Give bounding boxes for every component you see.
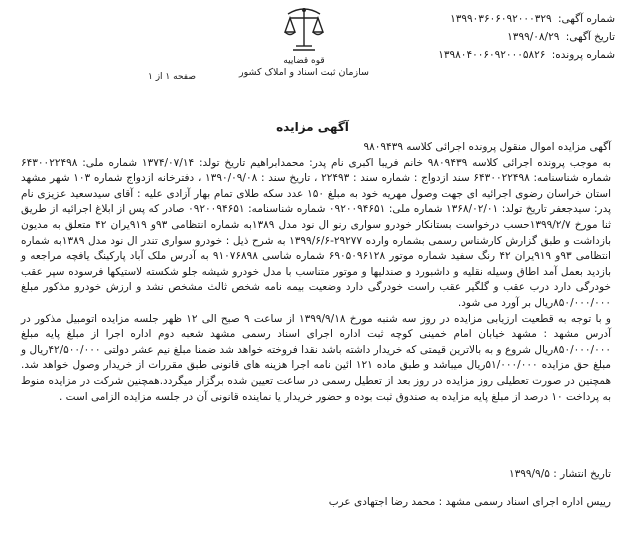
organization-name: سازمان ثبت اسناد و املاک کشور xyxy=(239,67,369,78)
page-title: آگهی مزایده xyxy=(276,120,349,134)
signature-line: رییس اداره اجرای اسناد رسمی مشهد : محمد رضا اجتهادی عرب xyxy=(328,496,611,508)
notice-body xyxy=(21,140,611,405)
body-heading: آگهی مزایده اموال منقول پرونده اجرائی کلاسه ۹۸۰۹۴۳۹ xyxy=(363,141,611,153)
notice-number-value: ۱۳۹۹۰۳۶۰۶۰۹۲۰۰۰۳۲۹ xyxy=(450,13,552,25)
notice-number-row xyxy=(365,10,615,28)
notice-date-row xyxy=(365,28,615,46)
scales-of-justice-emblem-icon xyxy=(282,6,326,56)
body-paragraph-auction: و با توجه به قطعیت ارزیابی مزایده در روز سه شنبه مورخ ۱۳۹۹/۹/۱۸ از ساعت ۹ صبح الی ۱۲ ظهر جلسه مزایده اتومبیل مذکور در آدرس مشهد : مشهد خیابان امام خمینی کوچه ثبت اداره اجرای اسناد رسمی مشهد شعبه دوم اداره اجرا از مبلغ پایه مبلغ ۸۵۰/۰۰۰/۰۰۰ریال شروع و به بالاترین قیمتی که خریدار داشته باشد نقدا فروخته خواهد شد ضمنا مبلغ نیم عشر دولتی ۴۲/۵۰۰/۰۰۰ریال و مبلغ حق مزایده ۵۱/۰۰۰/۰۰۰ریال میباشد و طبق ماده ۱۲۱ ائین نامه اجرا هزینه های قانونی طبق مقررات از خریدار وصول خواهد شد. همچنین در صورت تعطیلی روز مزایده در روز بعد از تعطیل رسمی در ساعت تعیین شده برگزار میگردد.همچنین شرکت در مزایده منوط به پرداخت ۱۰ درصد از مبلغ پایه مزایده به صندوق ثبت بوده و حضور خریدار یا نماینده قانونی آن در جلسه مزایده الزامی است . xyxy=(21,312,612,403)
body-paragraph-details: به موجب پرونده اجرائی کلاسه ۹۸۰۹۴۳۹ خانم فریبا اکبری نام پدر: محمدابراهیم تاریخ تولد: ۱۳۷۴/۰۷/۱۴ شماره ملی: ۶۴۳۰۰۲۲۴۹۸ شماره شناسنامه: ۶۴۳۰۰۲۲۴۹۸ سند ازدواج : شماره سند : ۲۲۴۹۳ ، تاریخ سند : ۱۳۹۰/۰۹/۰۸ ، دفترخانه ازدواج شماره ۱۰۳ شهر مشهد استان خراسان رضوی اجرائیه ای جهت وصول مهریه خود به مبلغ ۱۵۰ عدد سکه طلای تمام بهار آزادی علیه : آقای سیدسعید عزیزی نام پدر: سیدجعفر تاریخ تولد: ۱۳۶۸/۰۲/۰۱ شماره ملی: ۰۹۲۰۰۹۴۶۵۱ شماره شناسنامه: ۰۹۲۰۰۹۴۶۵۱ صادر که پس از ابلاغ اجرائیه از طریق ثنا مورخ ۱۳۹۹/۲/۷حسب درخواست بستانکار خودرو سواری رنو ال نود مدل ۱۳۸۹به شماره انتظامی ۹۳و ۹۱۹یران ۴۲ متعلق به مدیون بازداشت و طبق گزارش کارشناس رسمی بشماره وارده ۲۹۲۷۷-۱۳۹۹/۶/۶ به شرح ذیل : خودرو سواری تندر ال نود مدل ۱۳۸۹به شماره انتظامی ۹۳و ۹۱۹یران ۴۲ رنگ سفید شماره موتور ۶۹۰۵۰۹۶۱۲۸ شماره شاسی ۹۱۰۷۶۸۹۸ به آدرس ملک آباد پارکینگ یافچه مراجعه و بازدید بعمل آمد اطاق وسیله نقلیه و داشبورد و صندلیها و موتور متناسب با مدل خودرو شیشه جلو شکسته لاستیکها فرسوده سپر عقب خودرگی دارد درب عقب و گلگیر عقب راست خودرگی دارد وضعیت بیمه نامه شخص ثالث مشخص نشد و ارزش خودرو مذکور مبلغ ۸۵۰/۰۰۰/۰۰۰ریال بر آورد می شود. xyxy=(21,156,612,309)
notice-meta xyxy=(365,10,615,64)
publish-date: تاریخ انتشار : ۱۳۹۹/۹/۵ xyxy=(508,468,611,480)
notice-footer xyxy=(21,466,611,510)
notice-number-label: شماره آگهی: xyxy=(557,13,615,25)
emblem-name: قوه قضاییه xyxy=(283,56,325,66)
case-number-row xyxy=(365,46,615,64)
case-number-value: ۱۳۹۸۰۴۰۰۶۰۹۲۰۰۰۵۸۲۶ xyxy=(438,49,546,61)
page-number: صفحه ۱ از ۱ xyxy=(148,72,196,82)
case-number-label: شماره پرونده: xyxy=(551,49,615,61)
notice-date-label: تاریخ آگهی: xyxy=(565,31,615,43)
notice-date-value: ۱۳۹۹/۰۸/۲۹ xyxy=(507,31,560,43)
judiciary-emblem xyxy=(239,6,369,90)
